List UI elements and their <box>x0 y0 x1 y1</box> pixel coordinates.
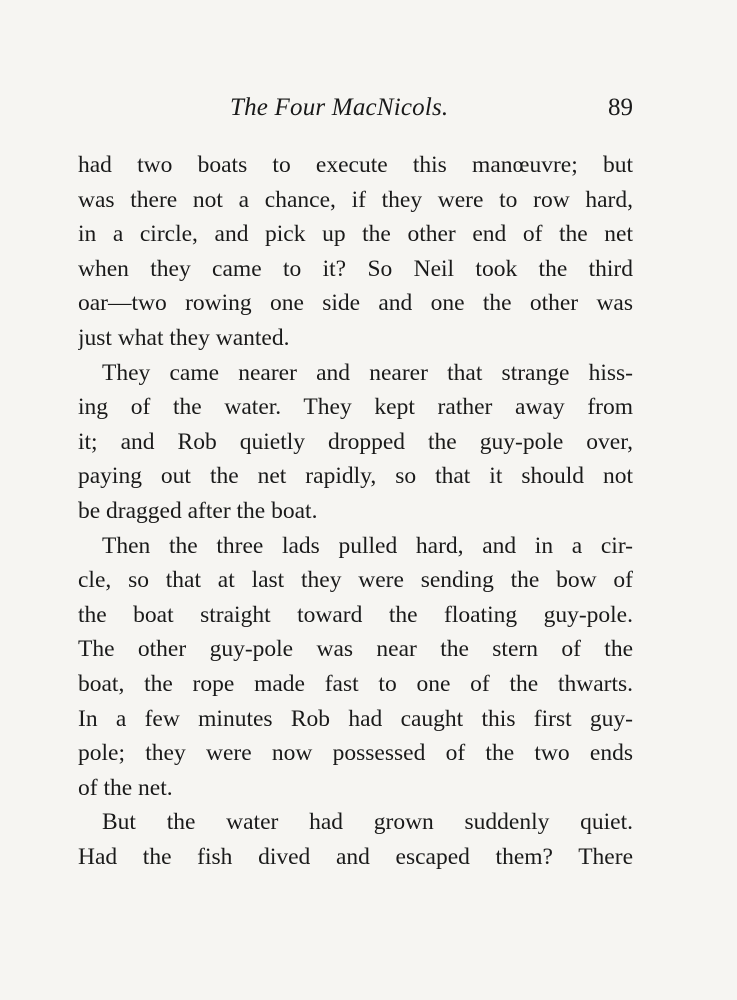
text-line: ing of the water. They kept rather away from <box>78 394 633 421</box>
running-title: The Four MacNicols. <box>230 94 449 121</box>
text-line: Had the fish dived and escaped them? There <box>78 843 633 870</box>
text-line: was there not a chance, if they were to row hard, <box>78 186 633 213</box>
text-line: In a few minutes Rob had caught this first guy- <box>78 705 633 732</box>
text-line: when they came to it? So Neil took the third <box>78 255 633 282</box>
text-line: oar—two rowing one side and one the other was <box>78 290 633 317</box>
text-line: cle, so that at last they were sending the bow of <box>78 567 633 594</box>
text-line: had two boats to execute this manœuvre; but <box>78 152 633 178</box>
text-line: paying out the net rapidly, so that it should not <box>78 463 633 490</box>
body-text <box>78 148 633 874</box>
page-number: 89 <box>608 94 633 121</box>
text-line: just what they wanted. <box>78 324 290 351</box>
text-line: boat, the rope made fast to one of the thwarts. <box>78 670 633 697</box>
text-line: of the net. <box>78 774 173 801</box>
text-line: But the water had grown suddenly quiet. <box>102 809 633 836</box>
running-head <box>78 94 633 130</box>
text-line: it; and Rob quietly dropped the guy-pole over, <box>78 428 633 455</box>
text-line: in a circle, and pick up the other end of the net <box>78 221 633 248</box>
text-line: They came nearer and nearer that strange hiss- <box>102 359 633 386</box>
text-line: The other guy-pole was near the stern of the <box>78 636 633 663</box>
text-line: pole; they were now possessed of the two ends <box>78 740 633 767</box>
text-line: be dragged after the boat. <box>78 497 318 524</box>
text-line: the boat straight toward the floating guy-pole. <box>78 601 633 628</box>
text-line: Then the three lads pulled hard, and in a cir- <box>102 532 633 559</box>
